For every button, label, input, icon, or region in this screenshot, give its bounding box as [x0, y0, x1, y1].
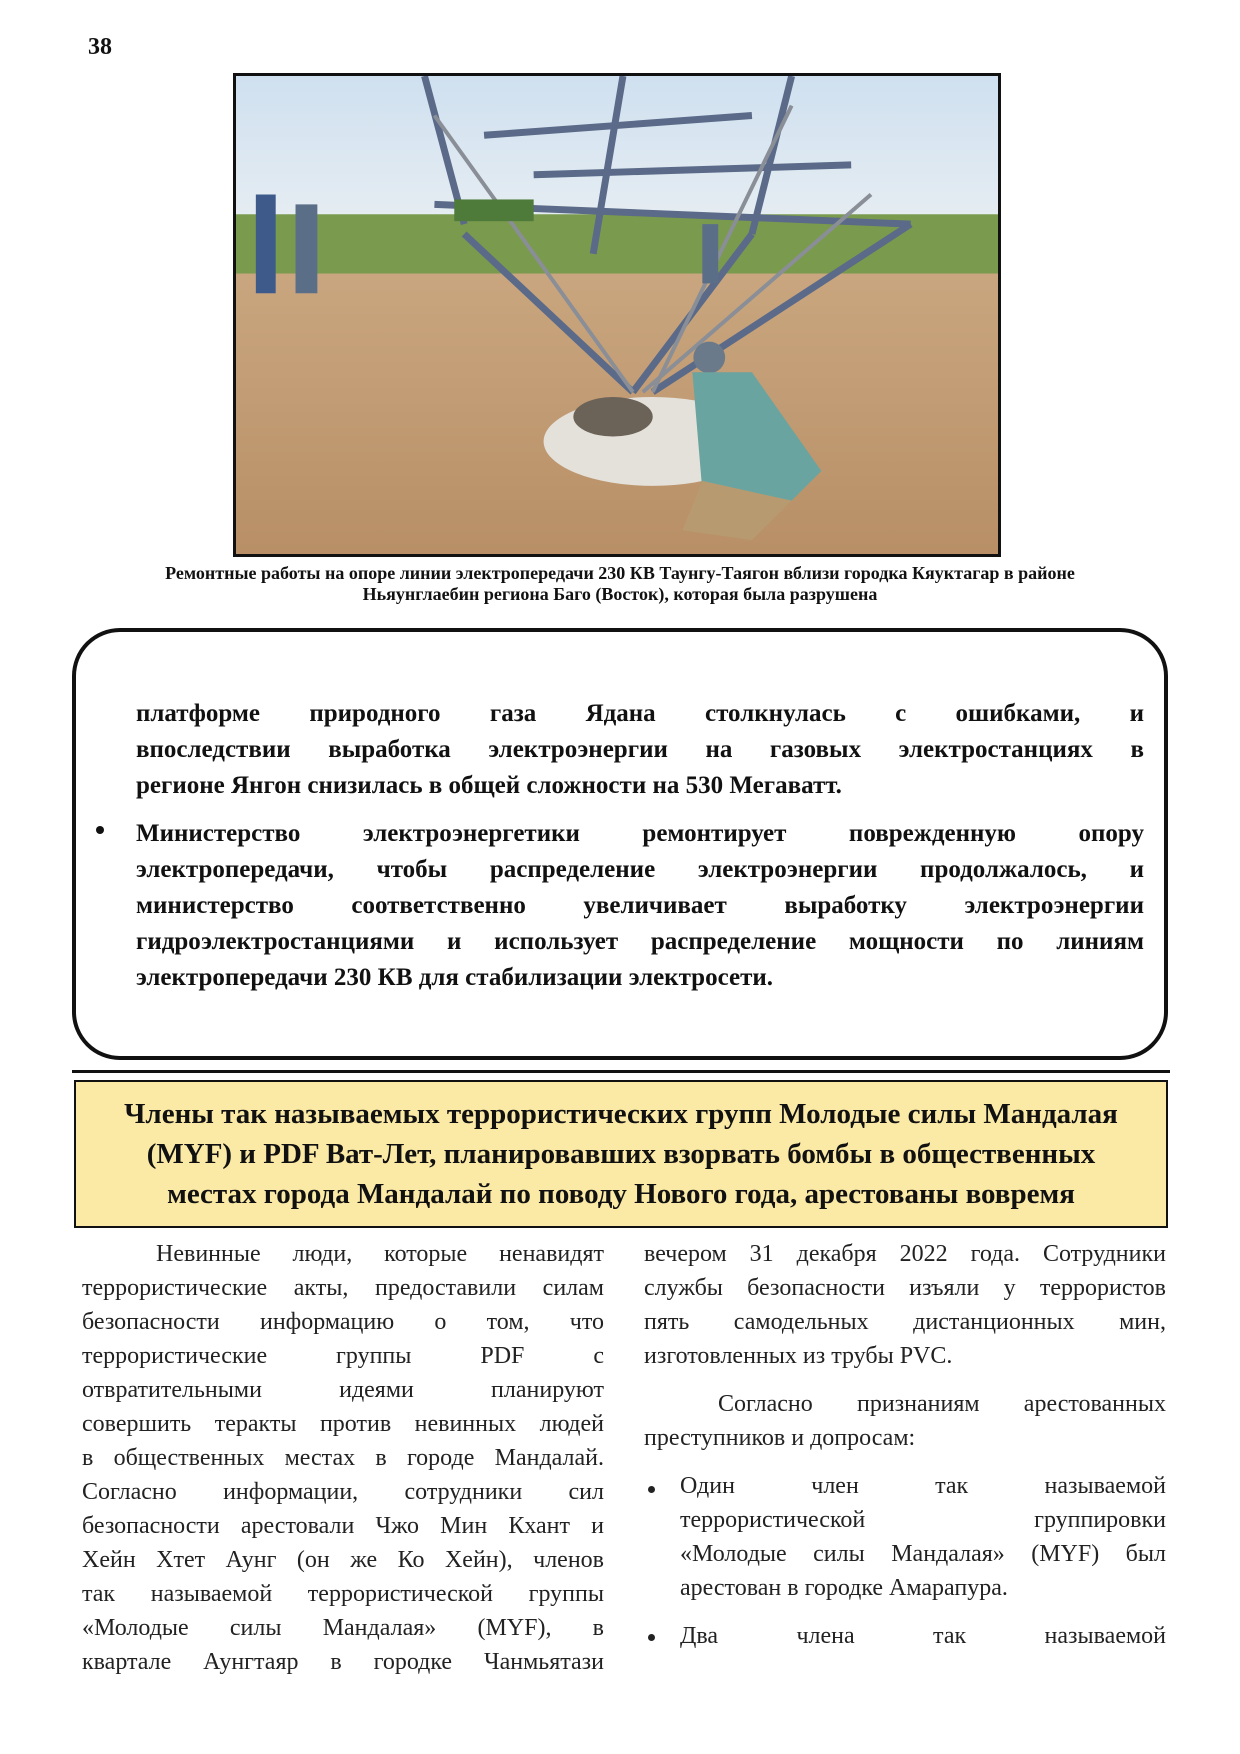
box-bullet-text: гидроэлектростанциями и использует распределение мощности по линиям [136, 928, 1144, 955]
body-line: отвратительными идеями планируют [82, 1377, 604, 1403]
body-line: Невинные люди, которые ненавидят [156, 1241, 604, 1267]
caption-line: Ньяунглаебин региона Баго (Восток), которая была разрушена [362, 584, 878, 604]
left-column [82, 1237, 604, 1679]
bullet-line: террористической группировки [680, 1507, 1166, 1533]
body-line: безопасности арестовали Чжо Мин Кхант и [82, 1513, 604, 1539]
body-line: Хейн Хтет Аунг (он же Ко Хейн), членов [82, 1547, 604, 1573]
body-line: квартале Аунгтаяр в городке Чанмьятази [82, 1649, 604, 1675]
headline-line: местах города Мандалай по поводу Нового года, арестованы вовремя [167, 1178, 1075, 1210]
body-line: преступников и допросам: [644, 1425, 916, 1451]
body-line: совершить теракты против невинных людей [82, 1411, 604, 1437]
body-line: вечером 31 декабря 2022 года. Сотрудники [644, 1241, 1166, 1267]
bullet-line: «Молодые силы Мандалая» (MYF) был [680, 1541, 1166, 1567]
page-number: 38 [88, 34, 112, 60]
bullet-icon [648, 1486, 655, 1493]
bullet-line: Два члена так называемой [680, 1623, 1166, 1649]
body-line: в общественных местах в городе Мандалай. [82, 1445, 604, 1471]
body-line: службы безопасности изъяли у террористов [644, 1275, 1166, 1301]
headline-line: (MYF) и PDF Ват-Лет, планировавших взорвать бомбы в общественных [146, 1138, 1096, 1170]
box-bullet-text: министерство соответственно увеличивает выработку электроэнергии [136, 892, 1144, 919]
photo-icon [236, 76, 998, 554]
repair-photo [233, 73, 1001, 557]
bullet-icon [648, 1634, 655, 1641]
body-line: Согласно информации, сотрудники сил [82, 1479, 604, 1505]
box-bullet-text: электропередачи, чтобы распределение электроэнергии продолжалось, и [136, 856, 1144, 883]
box-bullet-text: электропередачи 230 КВ для стабилизации электросети. [136, 964, 774, 991]
bullet-line: арестован в городке Амарапура. [680, 1575, 1008, 1601]
box-paragraph: впоследствии выработка электроэнергии на газовых электростанциях в [136, 736, 1144, 763]
box-paragraph: платформе природного газа Ядана столкнулась с ошибками, и [136, 700, 1144, 727]
body-line: «Молодые силы Мандалая» (MYF), в [82, 1615, 604, 1641]
body-line: террористические акты, предоставили силам [82, 1275, 604, 1301]
article-headline [74, 1080, 1168, 1228]
headline-line: Члены так называемых террористических групп Молодые силы Мандалая [124, 1098, 1118, 1130]
body-line: пять самодельных дистанционных мин, [644, 1309, 1166, 1335]
bullet-line: Один член так называемой [680, 1473, 1166, 1499]
box-bullet-text: Министерство электроэнергетики ремонтирует поврежденную опору [136, 820, 1144, 847]
body-line: Согласно признаниям арестованных [718, 1391, 1166, 1417]
body-line: изготовленных из трубы PVC. [644, 1343, 953, 1369]
caption-line: Ремонтные работы на опоре линии электропередачи 230 КВ Таунгу-Таягон вблизи городка Кяуктагар в районе [165, 563, 1075, 583]
body-line: террористические группы PDF с [82, 1343, 604, 1369]
body-line: безопасности информацию о том, что [82, 1309, 604, 1335]
box-paragraph: регионе Янгон снизилась в общей сложности на 530 Мегаватт. [136, 772, 842, 799]
photo-caption [60, 563, 1180, 605]
body-line: так называемой террористической группы [82, 1581, 604, 1607]
divider [72, 1070, 1170, 1073]
bullet-icon [96, 826, 104, 834]
right-column [644, 1237, 1166, 1653]
